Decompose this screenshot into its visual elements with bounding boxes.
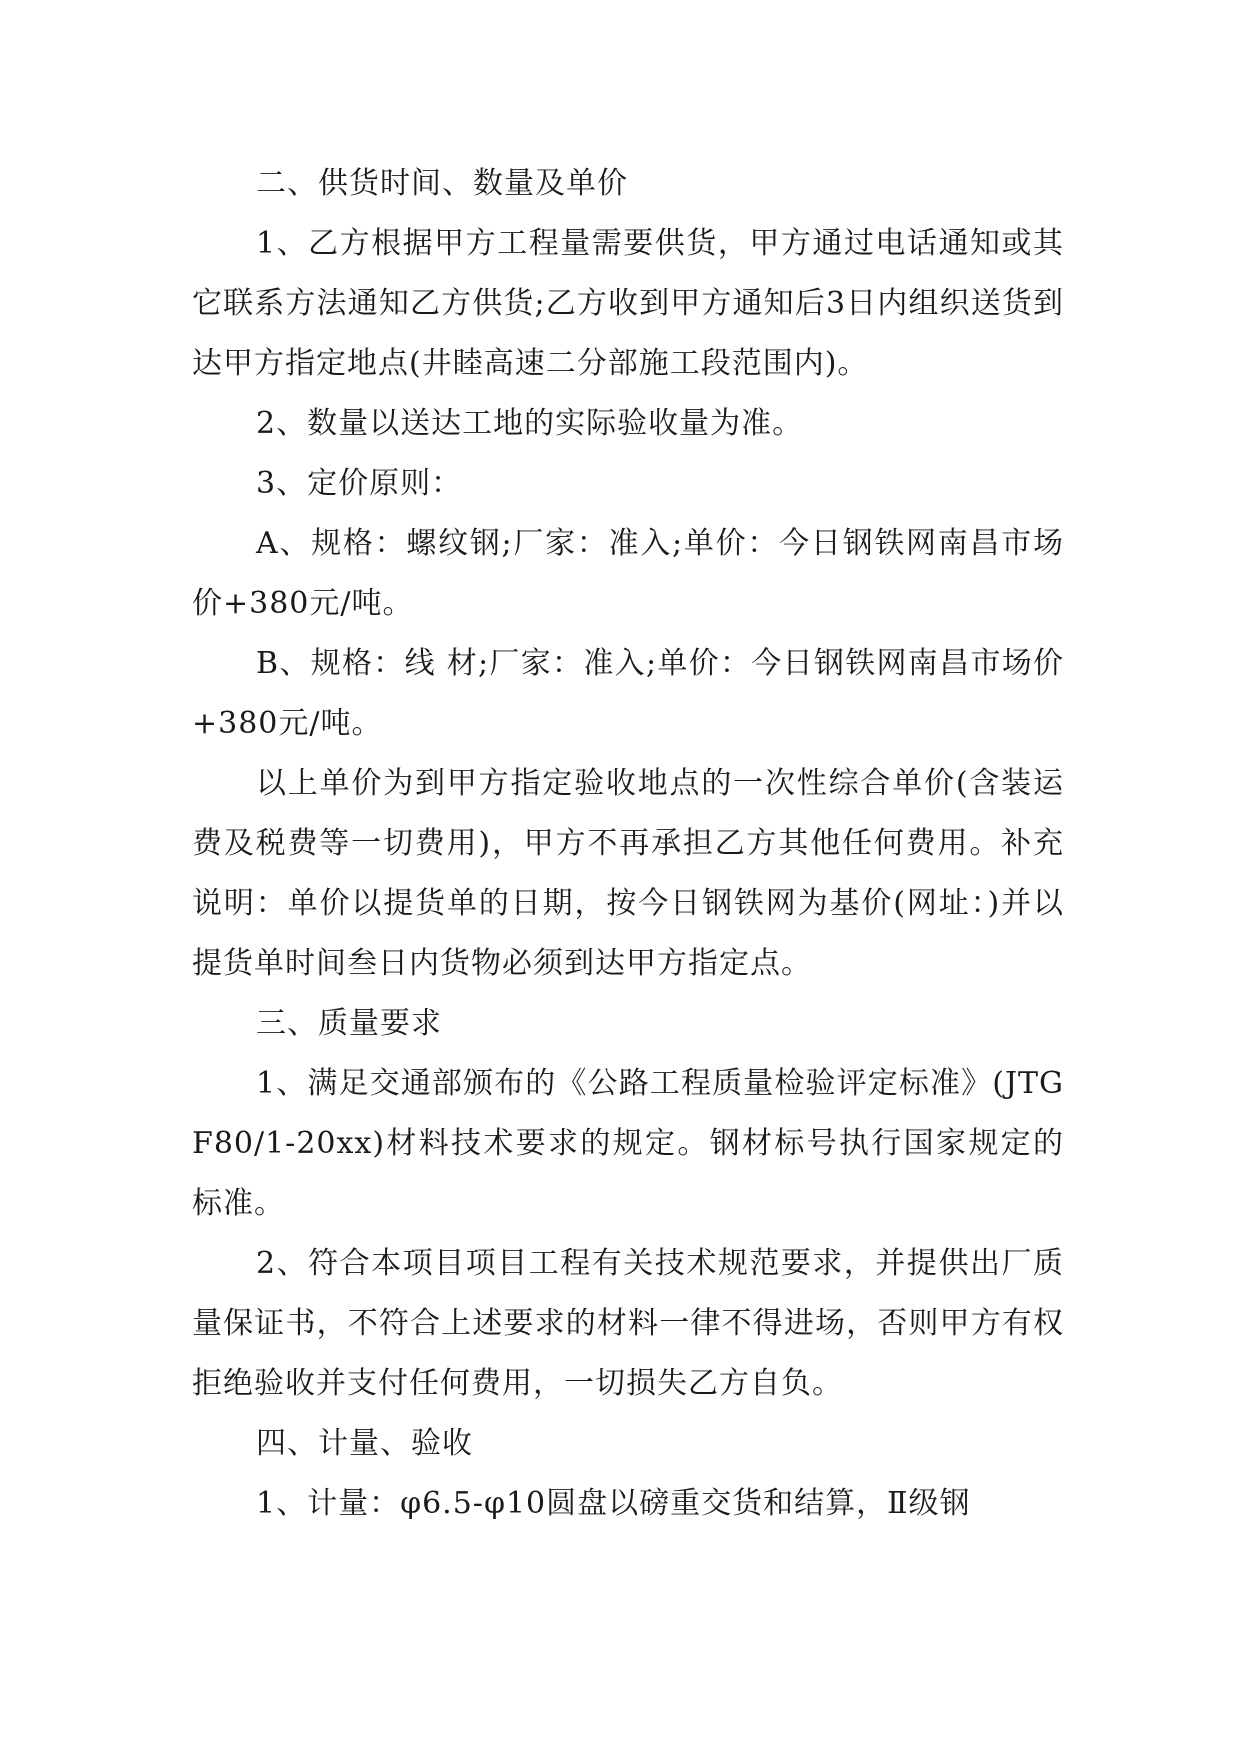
paragraph-measurement: 1、计量：φ6.5-φ10圆盘以磅重交货和结算，Ⅱ级钢 bbox=[256, 1486, 971, 1521]
section-heading-supply-time: 二、供货时间、数量及单价 bbox=[256, 166, 628, 201]
section-heading-measurement: 四、计量、验收 bbox=[256, 1426, 473, 1461]
paragraph-quantity: 2、数量以送达工地的实际验收量为准。 bbox=[256, 406, 804, 441]
paragraph-pricing-rebar: A、规格：螺纹钢;厂家：准入;单价：今日钢铁网南昌市场价+380元/吨。 bbox=[192, 526, 1064, 621]
section-heading-quality: 三、质量要求 bbox=[256, 1006, 442, 1041]
paragraph-price-note: 以上单价为到甲方指定验收地点的一次性综合单价(含装运费及税费等一切费用)，甲方不再承担乙方其他任何费用。补充说明：单价以提货单的日期，按今日钢铁网为基价(网址：)并以提货单时间叁日内货物必须到达甲方指定点。 bbox=[192, 766, 1064, 981]
paragraph-quality-standard: 1、满足交通部颁布的《公路工程质量检验评定标准》(JTGF80/1-20xx)材料技术要求的规定。钢材标号执行国家规定的标准。 bbox=[192, 1066, 1064, 1221]
paragraph-pricing-wire: B、规格：线 材;厂家：准入;单价：今日钢铁网南昌市场价+380元/吨。 bbox=[192, 646, 1064, 741]
document-body bbox=[192, 154, 1064, 1534]
paragraph-quality-compliance: 2、符合本项目项目工程有关技术规范要求，并提供出厂质量保证书，不符合上述要求的材料一律不得进场，否则甲方有权拒绝验收并支付任何费用，一切损失乙方自负。 bbox=[192, 1246, 1064, 1401]
paragraph-supply-notice: 1、乙方根据甲方工程量需要供货，甲方通过电话通知或其它联系方法通知乙方供货;乙方收到甲方通知后3日内组织送货到达甲方指定地点(井睦高速二分部施工段范围内)。 bbox=[192, 226, 1064, 381]
paragraph-pricing-principle: 3、定价原则： bbox=[256, 466, 463, 501]
